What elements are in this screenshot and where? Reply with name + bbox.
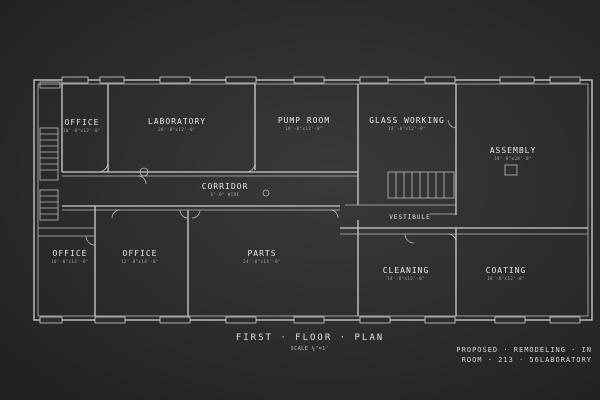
plan-scale: SCALE ⅛"=1' bbox=[290, 346, 330, 352]
upper-partitions bbox=[62, 84, 456, 215]
room-office-1-dims: 10'-0"x12'-0" bbox=[63, 128, 101, 133]
room-assembly: ASSEMBLY bbox=[489, 146, 537, 155]
stair-center bbox=[388, 172, 454, 198]
room-cleaning-dims: 14'-0"x12'-0" bbox=[387, 276, 425, 281]
room-office-3-dims: 12'-0"x14'-0" bbox=[121, 259, 159, 264]
room-office-3: OFFICE bbox=[122, 249, 158, 258]
room-corridor: CORRIDOR bbox=[201, 182, 249, 191]
room-vestibule: VESTIBULE bbox=[389, 214, 431, 221]
room-coating: COATING bbox=[485, 266, 527, 275]
room-parts-dims: 24'-0"x14'-0" bbox=[243, 259, 281, 264]
room-laboratory: LABORATORY bbox=[147, 117, 207, 126]
room-pump-room-dims: 18'-0"x12'-0" bbox=[285, 126, 323, 131]
room-assembly-dims: 18'-0"x24'-0" bbox=[494, 156, 532, 161]
bottom-windows bbox=[40, 317, 580, 323]
sheet-note-line1: PROPOSED · REMODELING · IN bbox=[456, 346, 592, 354]
door-swings bbox=[86, 120, 456, 245]
stair-left bbox=[40, 128, 58, 220]
room-office-2: OFFICE bbox=[52, 249, 88, 258]
room-glass-working-dims: 14'-0"x12'-0" bbox=[388, 126, 426, 131]
room-corridor-dims: 8'-0" WIDE bbox=[210, 192, 240, 197]
fixtures bbox=[40, 82, 517, 196]
room-coating-dims: 18'-0"x12'-0" bbox=[487, 276, 525, 281]
plan-title: FIRST · FLOOR · PLAN bbox=[235, 333, 385, 343]
room-office-2-dims: 10'-0"x14'-0" bbox=[51, 259, 89, 264]
room-pump-room: PUMP ROOM bbox=[277, 116, 331, 125]
room-glass-working: GLASS WORKING bbox=[369, 116, 445, 125]
room-parts: PARTS bbox=[247, 249, 277, 258]
sheet-note-line2: ROOM · 213 · 56LABORATORY bbox=[461, 356, 592, 364]
room-office-1: OFFICE bbox=[64, 118, 100, 127]
room-laboratory-dims: 20'-0"x12'-0" bbox=[158, 127, 196, 132]
room-cleaning: CLEANING bbox=[382, 266, 430, 275]
